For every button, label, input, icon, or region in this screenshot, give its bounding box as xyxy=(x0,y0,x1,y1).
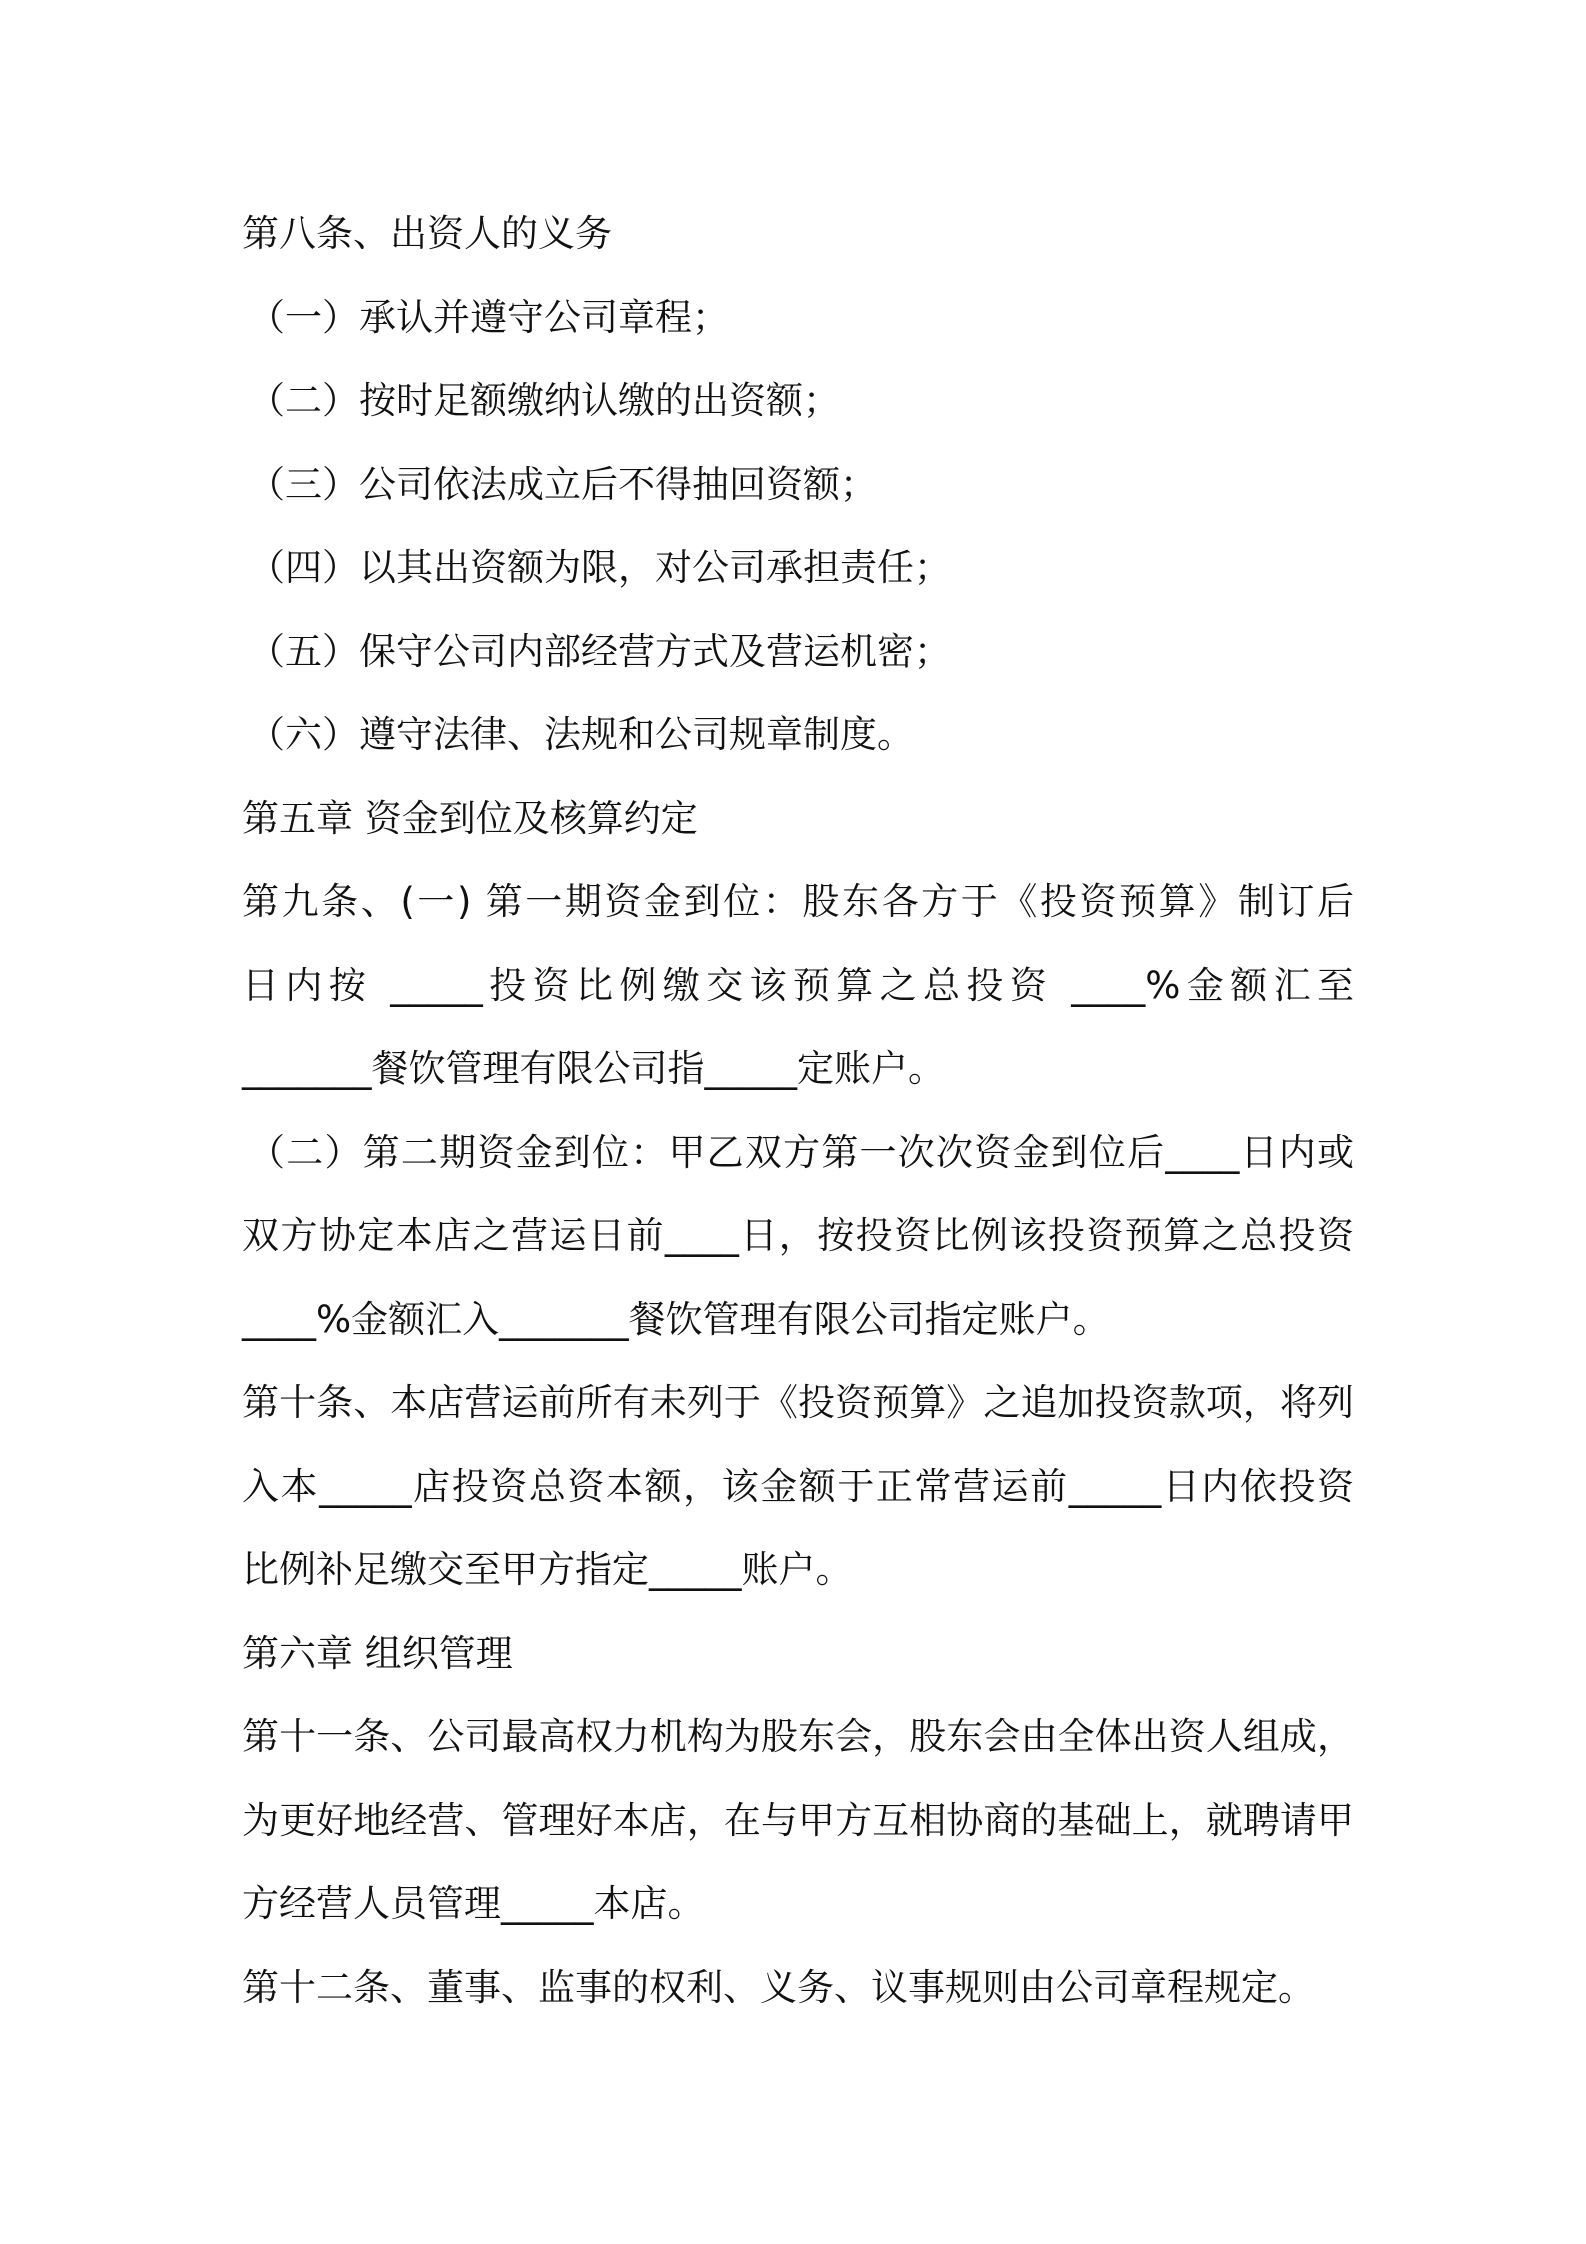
document-body xyxy=(242,192,1354,2029)
article-12-line-1: 第十二条、董事、监事的权利、义务、议事规则由公司章程规定。 xyxy=(242,1965,1315,2009)
article-9-line-3: _______餐饮管理有限公司指_____定账户。 xyxy=(242,1047,945,1090)
article-10-line-1: 第十条、本店营运前所有未列于《投资预算》之追加投资款项，将列 xyxy=(242,1381,1354,1424)
article-11-line-1: 第十一条、公司最高权力机构为股东会，股东会由全体出资人组成， xyxy=(242,1715,1354,1758)
article-11-line-2: 为更好地经营、管理好本店，在与甲方互相协商的基础上，就聘请甲 xyxy=(242,1798,1354,1842)
article-9-part-2-line-1: （二）第二期资金到位：甲乙双方第一次次资金到位后____日内或 xyxy=(248,1130,1354,1174)
article-8-item-5: （五）保守公司内部经营方式及营运机密； xyxy=(248,629,951,673)
chapter-5-heading: 第五章 资金到位及核算约定 xyxy=(242,796,698,840)
article-8-heading: 第八条、出资人的义务 xyxy=(242,212,612,255)
article-10-line-3: 比例补足缴交至甲方指定_____账户。 xyxy=(242,1548,853,1591)
article-8-item-1: （一）承认并遵守公司章程； xyxy=(248,295,729,339)
article-9-line-2: 日内按 _____投资比例缴交该预算之总投资 ____%金额汇至 xyxy=(242,963,1354,1007)
article-11-line-3: 方经营人员管理_____本店。 xyxy=(242,1882,705,1925)
article-8-item-2: （二）按时足额缴纳认缴的出资额； xyxy=(248,379,840,422)
chapter-6-heading: 第六章 组织管理 xyxy=(242,1631,513,1675)
article-8-item-6: （六）遵守法律、法规和公司规章制度。 xyxy=(248,713,914,756)
article-9-line-1: 第九条、(一) 第一期资金到位：股东各方于《投资预算》制订后 xyxy=(242,880,1354,923)
article-9-part-2-line-3: ____%金额汇入_______餐饮管理有限公司指定账户。 xyxy=(242,1297,1110,1341)
article-9-part-2-line-2: 双方协定本店之营运日前____日，按投资比例该投资预算之总投资 xyxy=(242,1214,1354,1257)
article-8-item-3: （三）公司依法成立后不得抽回资额； xyxy=(248,462,877,506)
article-8-item-4: （四）以其出资额为限，对公司承担责任； xyxy=(248,546,951,589)
article-10-line-2: 入本_____店投资总资本额，该金额于正常营运前_____日内依投资 xyxy=(242,1464,1354,1508)
